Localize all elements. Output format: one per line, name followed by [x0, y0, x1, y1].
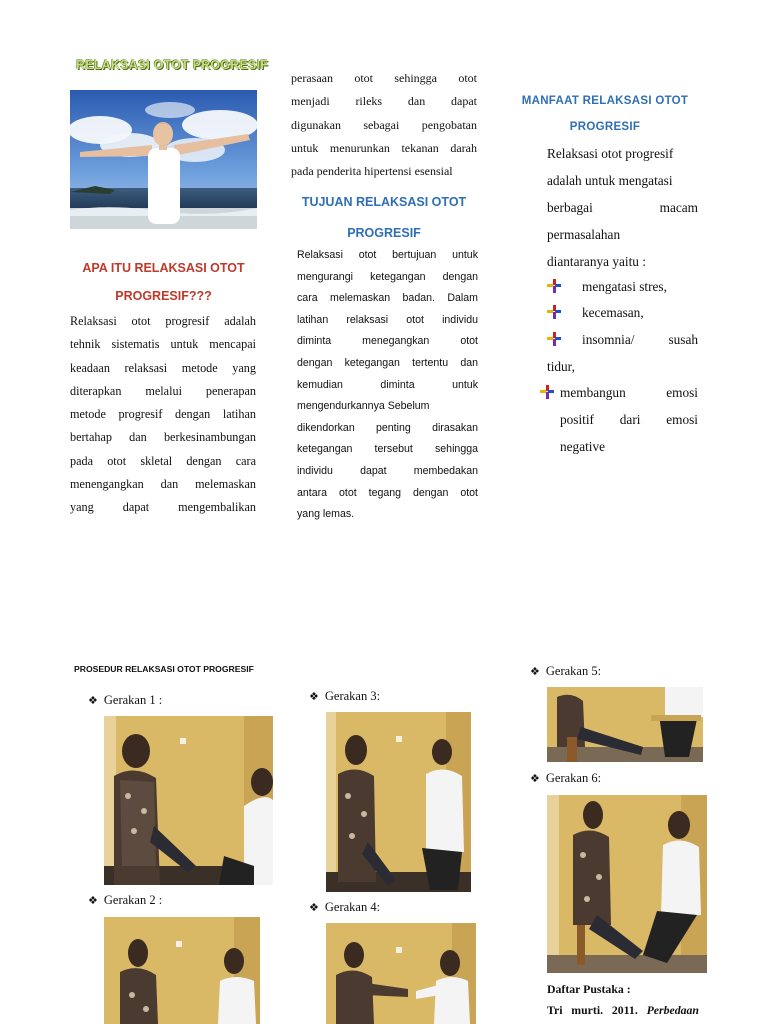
- purpose-line: antara otot tegang dengan otot: [297, 486, 478, 499]
- movement-6-label: [530, 771, 601, 786]
- definition-continuation: [291, 67, 477, 183]
- what-is-heading: [70, 254, 257, 310]
- movement-2-label: [88, 893, 162, 908]
- movement-6-text: Gerakan 6:: [545, 771, 602, 785]
- purpose-line: diminta menegangkan otot: [297, 335, 478, 348]
- benefit-item-anxiety: kecemasan,: [582, 305, 644, 320]
- continuation-line: digunakan sebagai pengobatan: [291, 117, 477, 132]
- benefits-heading-line1: MANFAAT RELAKSASI OTOT: [521, 95, 689, 107]
- colored-cross-bullet-icon: [540, 385, 554, 399]
- purpose-line: ketegangan tersebut sehingga: [297, 443, 478, 456]
- benefits-heading-line2: PROGRESIF: [569, 121, 641, 133]
- references-heading: Daftar Pustaka :: [547, 982, 631, 996]
- purpose-line: Relaksasi otot bertujuan untuk: [297, 249, 478, 261]
- movement-5-text: Gerakan 5:: [545, 664, 602, 678]
- purpose-line: yang lemas.: [297, 508, 355, 521]
- benefits-heading: [510, 88, 700, 140]
- purpose-line: mengurangi ketegangan dengan: [297, 270, 478, 283]
- references-title-start: Perbedaan: [646, 1003, 699, 1017]
- colored-cross-bullet-icon: [547, 332, 561, 346]
- what-is-heading-line1: APA ITU RELAKSASI OTOT: [82, 261, 245, 275]
- diamond-bullet-icon: ❖: [530, 772, 540, 785]
- diamond-bullet-icon: ❖: [88, 694, 98, 707]
- purpose-heading: [290, 187, 478, 249]
- movement-4-text: Gerakan 4:: [324, 900, 381, 914]
- continuation-line: pada penderita hipertensi esensial: [291, 164, 453, 179]
- purpose-paragraph: [297, 245, 478, 526]
- benefits-intro-line: permasalahan: [547, 227, 621, 242]
- colored-cross-bullet-icon: [547, 305, 561, 319]
- diamond-bullet-icon: ❖: [309, 690, 319, 703]
- movement-5-label: [530, 664, 601, 679]
- diamond-bullet-icon: ❖: [309, 901, 319, 914]
- purpose-line: cara melemaskan badan. Dalam: [297, 292, 478, 305]
- definition-line: pada otot skletal dengan cara: [70, 453, 256, 468]
- diamond-bullet-icon: ❖: [530, 665, 540, 678]
- definition-paragraph: [70, 310, 256, 520]
- purpose-line: dikendorkan penting dirasakan: [297, 421, 478, 434]
- purpose-line: kemudian diminta untuk: [297, 378, 478, 391]
- movement-1-photo: [104, 716, 273, 885]
- continuation-line: menjadi rileks dan dapat: [291, 94, 477, 109]
- movement-3-text: Gerakan 3:: [324, 689, 381, 703]
- definition-line: menengangkan dan melemaskan: [70, 477, 256, 492]
- movement-2-text: Gerakan 2 :: [103, 893, 163, 907]
- movement-1-text: Gerakan 1 :: [103, 693, 163, 707]
- benefit-item-emotion: membangun emosi: [560, 385, 698, 400]
- references-entry: [547, 1000, 699, 1021]
- benefit-item-stress: mengatasi stres,: [582, 279, 667, 294]
- movement-2-photo: [104, 917, 260, 1024]
- benefits-intro-line: Relaksasi otot progresif: [547, 146, 674, 161]
- benefit-item-emotion-cont: positif dari emosi: [560, 412, 698, 427]
- procedure-heading: PROSEDUR RELAKSASI OTOT PROGRESIF: [74, 664, 254, 674]
- what-is-heading-line2: PROGRESIF???: [115, 289, 212, 303]
- definition-line: tehnik sistematis untuk mencapai: [70, 337, 256, 352]
- references: [547, 979, 699, 1021]
- benefit-item-emotion-end: negative: [560, 439, 606, 454]
- movement-5-photo: [547, 687, 703, 762]
- woman-sky-photo: [70, 90, 257, 229]
- movement-1-label: [88, 693, 162, 708]
- movement-6-photo: [547, 795, 707, 973]
- purpose-line: dengan ketegangan tertentu dan: [297, 356, 478, 369]
- benefit-item-insomnia: insomnia/ susah: [582, 332, 698, 347]
- benefits-intro-line: adalah untuk mengatasi: [547, 173, 673, 188]
- diamond-bullet-icon: ❖: [88, 894, 98, 907]
- purpose-line: individu dapat membedakan: [297, 464, 478, 477]
- benefits-intro-line: diantaranya yaitu :: [547, 254, 646, 269]
- definition-line: keadaan relaksasi metode yang: [70, 360, 256, 375]
- brochure-title: RELAKSASI OTOT PROGRESIF: [76, 58, 269, 72]
- definition-line: Relaksasi otot progresif adalah: [70, 314, 256, 328]
- benefit-item-insomnia-cont: tidur,: [547, 359, 575, 374]
- benefits-intro: [547, 140, 698, 275]
- purpose-line: mengendurkannya Sebelum: [297, 400, 430, 413]
- purpose-heading-line2: PROGRESIF: [347, 226, 421, 240]
- definition-line: metode progresif dengan latihan: [70, 407, 256, 422]
- continuation-line: untuk menurunkan tekanan darah: [291, 140, 477, 155]
- purpose-line: latihan relaksasi otot individu: [297, 313, 478, 326]
- benefits-intro-line: berbagai macam: [547, 200, 698, 215]
- colored-cross-bullet-icon: [547, 279, 561, 293]
- definition-line: bertahap dan berkesinambungan: [70, 430, 256, 445]
- purpose-heading-line1: TUJUAN RELAKSASI OTOT: [301, 195, 467, 209]
- movement-3-photo: [326, 712, 471, 892]
- movement-4-label: [309, 900, 380, 915]
- movement-4-photo: [326, 923, 476, 1024]
- definition-line: yang dapat mengembalikan: [70, 500, 256, 515]
- continuation-line: perasaan otot sehingga otot: [291, 71, 477, 85]
- references-author-year: Tri murti. 2011.: [547, 1003, 638, 1017]
- movement-3-label: [309, 689, 380, 704]
- definition-line: diterapkan melalui penerapan: [70, 383, 256, 398]
